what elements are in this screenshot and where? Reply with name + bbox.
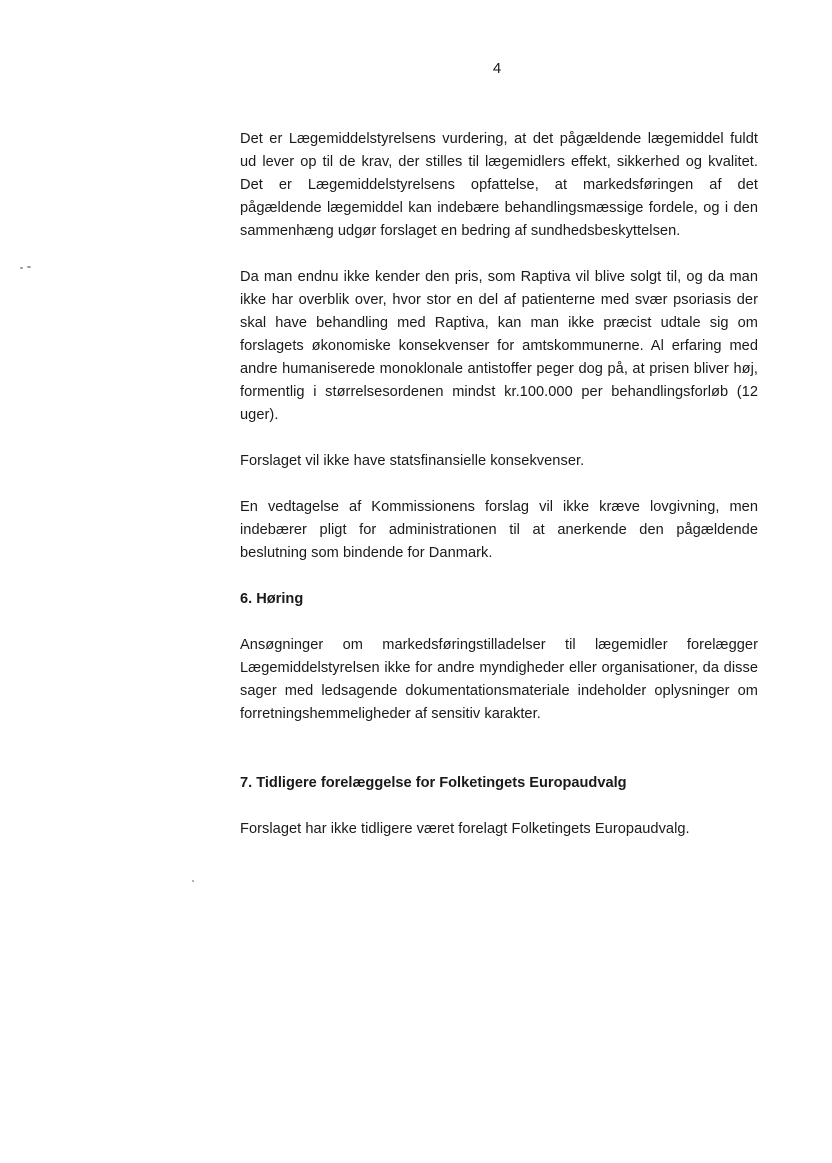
scan-speck (27, 266, 31, 268)
section-heading-previous-submission: 7. Tidligere forelæggelse for Folketingets Europaudvalg (240, 775, 627, 791)
paragraph-assessment: Det er Lægemiddelstyrelsens vurdering, at det pågældende lægemiddel fuldt ud lever op til de krav, der stilles til lægemidlers effekt, sikkerhed og kvalitet. Det er Lægemiddelstyrelsens opfattelse, at markedsføringen af det pågældende lægemiddel kan indebære behandlingsmæssige fordele, og i den sammenhæng udgør forslaget en bedring af sundhedsbeskyttelsen. (240, 131, 758, 239)
paragraph-adoption: En vedtagelse af Kommissionens forslag vil ikke kræve lovgivning, men indebærer pligt for administrationen til at anerkende den pågældende beslutning som bindende for Danmark. (240, 499, 758, 561)
paragraph-hearing: Ansøgninger om markedsføringstilladelser til lægemidler forelægger Lægemiddelstyrelsen ikke for andre myndigheder eller organisationer, da disse sager med ledsagende dokumentationsmateriale indeholder oplysninger om forretningshemmeligheder af sensitiv karakter. (240, 637, 758, 722)
document-body (240, 128, 758, 841)
scan-speck (192, 880, 194, 882)
paragraph-economic-consequences: Da man endnu ikke kender den pris, som Raptiva vil blive solgt til, og da man ikke har overblik over, hvor stor en del af patienterne med svær psoriasis der skal have behandling med Raptiva, kan man ikke præcist udtale sig om forslagets økonomiske konsekvenser for amtskommunerne. Al erfaring med andre humaniserede monoklonale antistoffer peger dog på, at prisen bliver høj, formentlig i størrelsesordenen mindst kr.100.000 per behandlingsforløb (12 uger). (240, 269, 758, 423)
paragraph-state-finance: Forslaget vil ikke have statsfinansielle konsekvenser. (240, 453, 585, 469)
page-number: 4 (492, 60, 502, 77)
scan-speck (20, 267, 23, 269)
section-heading-hearing: 6. Høring (240, 591, 304, 607)
paragraph-previous-submission: Forslaget har ikke tidligere været forelagt Folketingets Europaudvalg. (240, 821, 690, 837)
